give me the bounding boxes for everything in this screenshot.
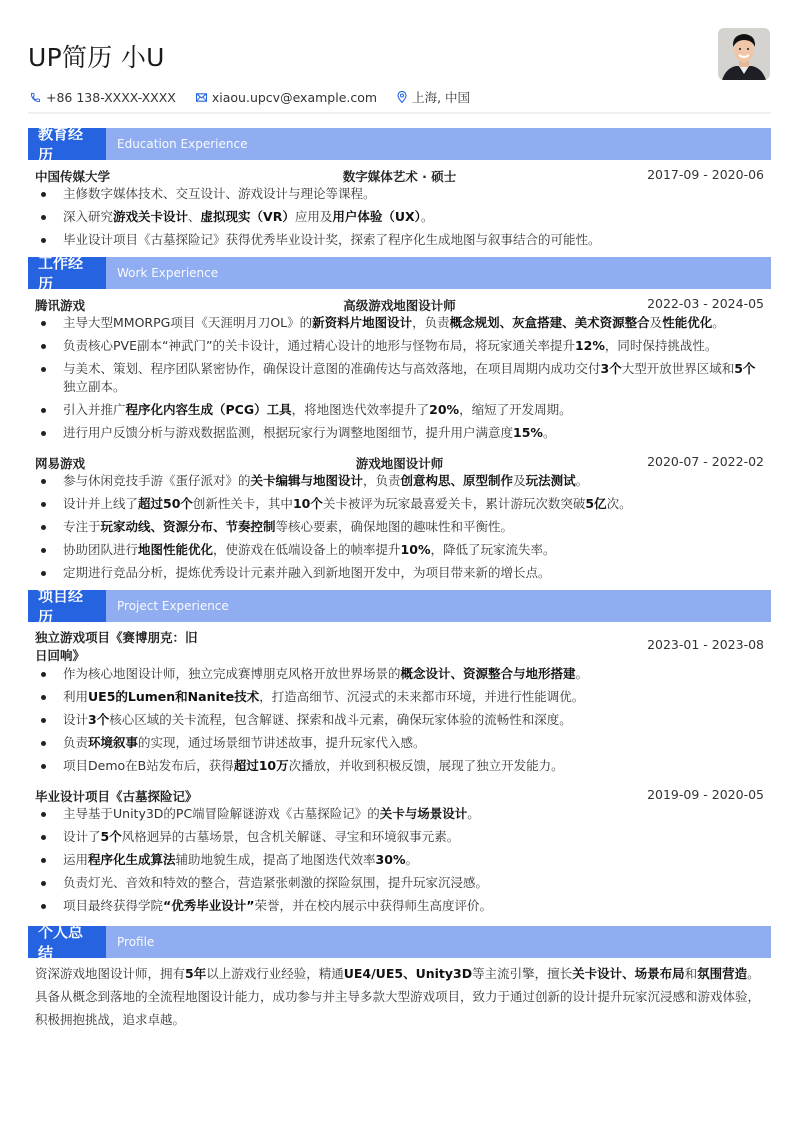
list-item: 引入并推广程序化内容生成（PCG）工具，将地图迭代效率提升了20%，缩短了开发周期。	[28, 401, 771, 419]
list-item: 作为核心地图设计师，独立完成赛博朋克风格开放世界场景的概念设计、资源整合与地形搭建。	[28, 665, 771, 683]
project-name	[35, 629, 198, 665]
project-entry	[28, 625, 771, 775]
company-name: 腾讯游戏	[35, 298, 86, 313]
bullet-list	[28, 185, 771, 249]
project-name: 毕业设计项目《古墓探险记》	[35, 789, 198, 804]
projects-section	[28, 587, 771, 915]
contact-email	[196, 90, 377, 105]
profile-summary: 资深游戏地图设计师，拥有5年以上游戏行业经验，精通UE4/UE5、Unity3D等主流引擎，擅长关卡设计、场景布局和氛围营造。具备从概念到落地的全流程地图设计能力，成功参与并主导多款大型游戏项目，致力于通过创新的设计提升玩家沉浸感和游戏体验，积极拥抱挑战，追求卓越。	[35, 966, 761, 1027]
list-item: 运用程序化生成算法辅助地貌生成，提高了地图迭代效率30%。	[28, 851, 771, 869]
date-range: 2019-09 - 2020-05	[647, 787, 764, 802]
contact-location	[397, 88, 470, 106]
list-item: 项目最终获得学院“优秀毕业设计”荣誉，并在校内展示中获得师生高度评价。	[28, 897, 771, 915]
list-item: 进行用户反馈分析与游戏数据监测，根据玩家行为调整地图细节，提升用户满意度15%。	[28, 424, 771, 442]
section-header-projects	[28, 587, 771, 626]
list-item: 定期进行竞品分析，提炼优秀设计元素并融入到新地图开发中，为项目带来新的增长点。	[28, 564, 771, 582]
section-title-en: Work Experience	[117, 266, 219, 280]
list-item: 参与休闲竞技手游《蛋仔派对》的关卡编辑与地图设计，负责创意构思、原型制作及玩法测试。	[28, 472, 771, 490]
date-range: 2020-07 - 2022-02	[647, 454, 764, 469]
bullet-list	[28, 314, 771, 442]
work-entry	[28, 292, 771, 442]
list-item: 负责灯光、音效和特效的整合，营造紧张刺激的探险氛围，提升玩家沉浸感。	[28, 874, 771, 892]
location-text: 上海, 中国	[412, 90, 471, 105]
list-item: 与美术、策划、程序团队紧密协作，确保设计意图的准确传达与高效落地，在项目周期内成功交付3个大型开放世界区域和5个独立副本。	[28, 360, 771, 396]
list-item: 协助团队进行地图性能优化，使游戏在低端设备上的帧率提升10%，降低了玩家流失率。	[28, 541, 771, 559]
contact-phone	[30, 90, 176, 105]
entry-header	[28, 163, 771, 185]
entry-header	[28, 783, 771, 805]
list-item: 项目Demo在B站发布后，获得超过10万次播放，并收到积极反馈，展现了独立开发能力。	[28, 757, 771, 775]
mail-icon	[196, 93, 207, 102]
list-item: 主导基于Unity3D的PC端冒险解谜游戏《古墓探险记》的关卡与场景设计。	[28, 805, 771, 823]
list-item: 负责环境叙事的实现，通过场景细节讲述故事，提升玩家代入感。	[28, 734, 771, 752]
phone-text: +86 138-XXXX-XXXX	[46, 89, 176, 105]
section-title-cn: 工作经历	[28, 257, 106, 289]
list-item: 深入研究游戏关卡设计、虚拟现实（VR）应用及用户体验（UX）。	[28, 208, 771, 226]
list-item: 设计3个核心区域的关卡流程，包含解谜、探索和战斗元素，确保玩家体验的流畅性和深度。	[28, 711, 771, 729]
header-divider	[28, 112, 771, 114]
section-title-cn: 教育经历	[28, 128, 106, 160]
entry-header	[28, 450, 771, 472]
list-item: 专注于玩家动线、资源分布、节奏控制等核心要素，确保地图的趣味性和平衡性。	[28, 518, 771, 536]
contact-info	[30, 88, 490, 106]
list-item: 主导大型MMORPG项目《天涯明月刀OL》的新资料片地图设计，负责概念规划、灰盒搭建、美术资源整合及性能优化。	[28, 314, 771, 332]
phone-icon	[30, 92, 41, 103]
project-name-line1: 独立游戏项目《赛博朋克：旧	[35, 630, 198, 645]
bullet-list	[28, 472, 771, 582]
education-section	[28, 125, 771, 249]
job-title: 高级游戏地图设计师	[343, 298, 456, 313]
degree: 数字媒体艺术 · 硕士	[342, 169, 457, 184]
avatar	[718, 28, 770, 80]
school-name: 中国传媒大学	[35, 169, 111, 184]
list-item: 负责核心PVE副本“神武门”的关卡设计，通过精心设计的地形与怪物布局，将玩家通关率提升12%，同时保持挑战性。	[28, 337, 771, 355]
bullet-list	[28, 665, 771, 775]
work-section	[28, 254, 771, 582]
entry-header	[28, 625, 771, 665]
profile-section	[28, 923, 771, 1031]
location-pin-icon	[397, 91, 407, 103]
entry-header	[28, 292, 771, 314]
list-item: 毕业设计项目《古墓探险记》获得优秀毕业设计奖，探索了程序化生成地图与叙事结合的可能性。	[28, 231, 771, 249]
section-title-cn: 项目经历	[28, 590, 106, 622]
date-range: 2023-01 - 2023-08	[647, 637, 764, 652]
project-name-line2: 日回响》	[35, 648, 86, 663]
list-item: 设计并上线了超过50个创新性关卡，其中10个关卡被评为玩家最喜爱关卡，累计游玩次数突破5亿次。	[28, 495, 771, 513]
date-range: 2022-03 - 2024-05	[647, 296, 764, 311]
project-entry	[28, 783, 771, 915]
section-title-en: Education Experience	[117, 137, 248, 151]
section-header-education	[28, 125, 771, 164]
resume-page	[28, 0, 771, 1031]
list-item: 利用UE5的Lumen和Nanite技术，打造高细节、沉浸式的未来都市环境，并进行性能调优。	[28, 688, 771, 706]
work-entry	[28, 450, 771, 582]
section-title-en: Profile	[117, 935, 155, 949]
section-title-en: Project Experience	[117, 599, 229, 613]
email-text: xiaou.upcv@example.com	[211, 89, 378, 105]
section-header-work	[28, 254, 771, 293]
job-title: 游戏地图设计师	[355, 456, 444, 471]
section-header-profile	[28, 923, 771, 962]
resume-header	[28, 0, 771, 114]
company-name: 网易游戏	[35, 456, 86, 471]
bullet-list	[28, 805, 771, 915]
list-item: 设计了5个风格迥异的古墓场景，包含机关解谜、寻宝和环境叙事元素。	[28, 828, 771, 846]
list-item: 主修数字媒体技术、交互设计、游戏设计与理论等课程。	[28, 185, 771, 203]
section-title-cn: 个人总结	[28, 926, 106, 958]
date-range: 2017-09 - 2020-06	[647, 167, 764, 182]
candidate-name: UP简历 小U	[28, 43, 165, 72]
education-entry	[28, 163, 771, 249]
